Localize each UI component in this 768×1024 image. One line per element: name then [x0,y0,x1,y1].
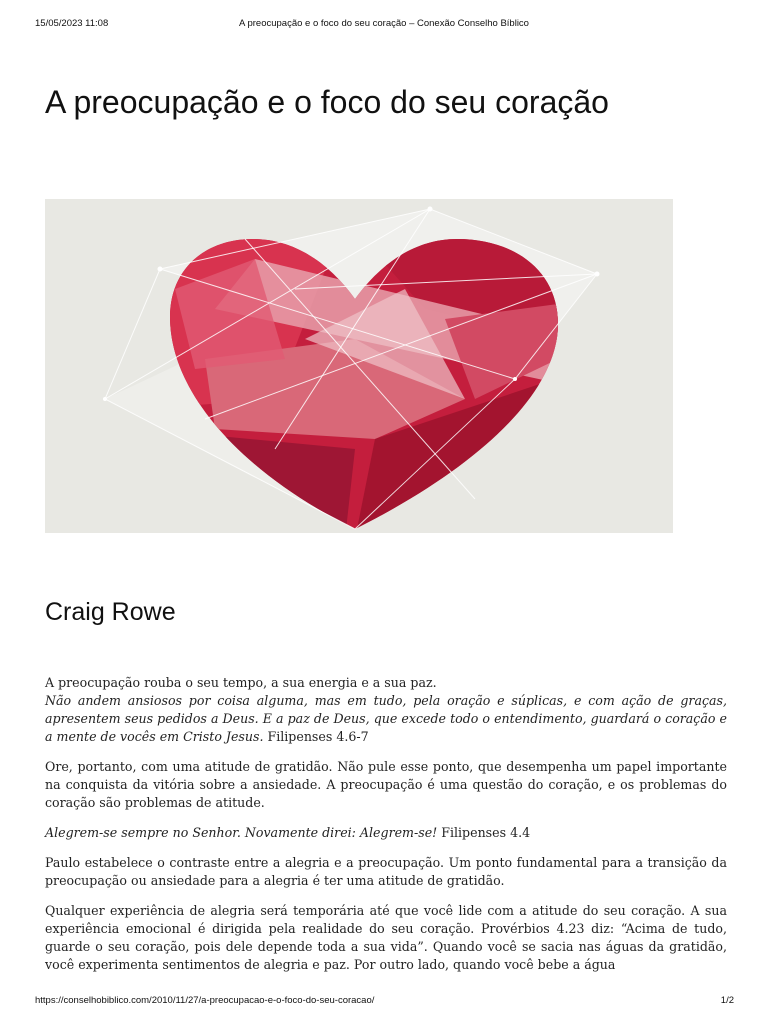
paragraph-5: Qualquer experiência de alegria será temporária até que você lide com a atitude do seu coração. A sua experiência emocional é dirigida pela realidade do seu coração. Provérbios 4.23 diz: “Acima de tudo, guarde o seu coração, pois dele depende toda a sua vida”. Quando você se sacia nas águas da gratidão, você experimenta sentimentos de alegria e paz. Por outro lado, quando você bebe a água [45,903,727,972]
bible-quote-2: Alegrem-se sempre no Senhor. Novamente direi: Alegrem-se! [45,825,438,840]
paragraph-1 [45,674,727,746]
page-number: 1/2 [720,995,734,1006]
print-page-title: A preocupação e o foco do seu coração – Conexão Conselho Bíblico [239,18,529,29]
article-author: Craig Rowe [45,598,176,626]
print-datetime: 15/05/2023 11:08 [35,18,109,29]
article-body [45,674,727,986]
bible-ref-1: Filipenses 4.6-7 [267,729,369,744]
article-title: A preocupação e o foco do seu coração [45,84,609,120]
geometric-heart-illustration [45,199,673,533]
page-url: https://conselhobiblico.com/2010/11/27/a-preocupacao-e-o-foco-do-seu-coracao/ [35,995,375,1006]
paragraph-4: Paulo estabelece o contraste entre a alegria e a preocupação. Um ponto fundamental para a transição da preocupação ou ansiedade para a alegria é ter uma atitude de gratidão. [45,855,727,888]
paragraph-2: Ore, portanto, com uma atitude de gratidão. Não pule esse ponto, que desempenha um papel importante na conquista da vitória sobre a ansiedade. A preocupação é uma questão do coração, e os problemas do coração são problemas de atitude. [45,759,727,810]
hero-image [45,199,673,533]
bible-quote-1: Não andem ansiosos por coisa alguma, mas em tudo, pela oração e súplicas, e com ação de graças, apresentem seus pedidos a Deus. E a paz de Deus, que excede todo o entendimento, guardará o coração e a mente de vocês em Cristo Jesus. [45,693,727,744]
bible-ref-2: Filipenses 4.4 [441,825,531,840]
paragraph-1-intro: A preocupação rouba o seu tempo, a sua energia e a sua paz. [45,675,437,690]
paragraph-3 [45,824,727,842]
